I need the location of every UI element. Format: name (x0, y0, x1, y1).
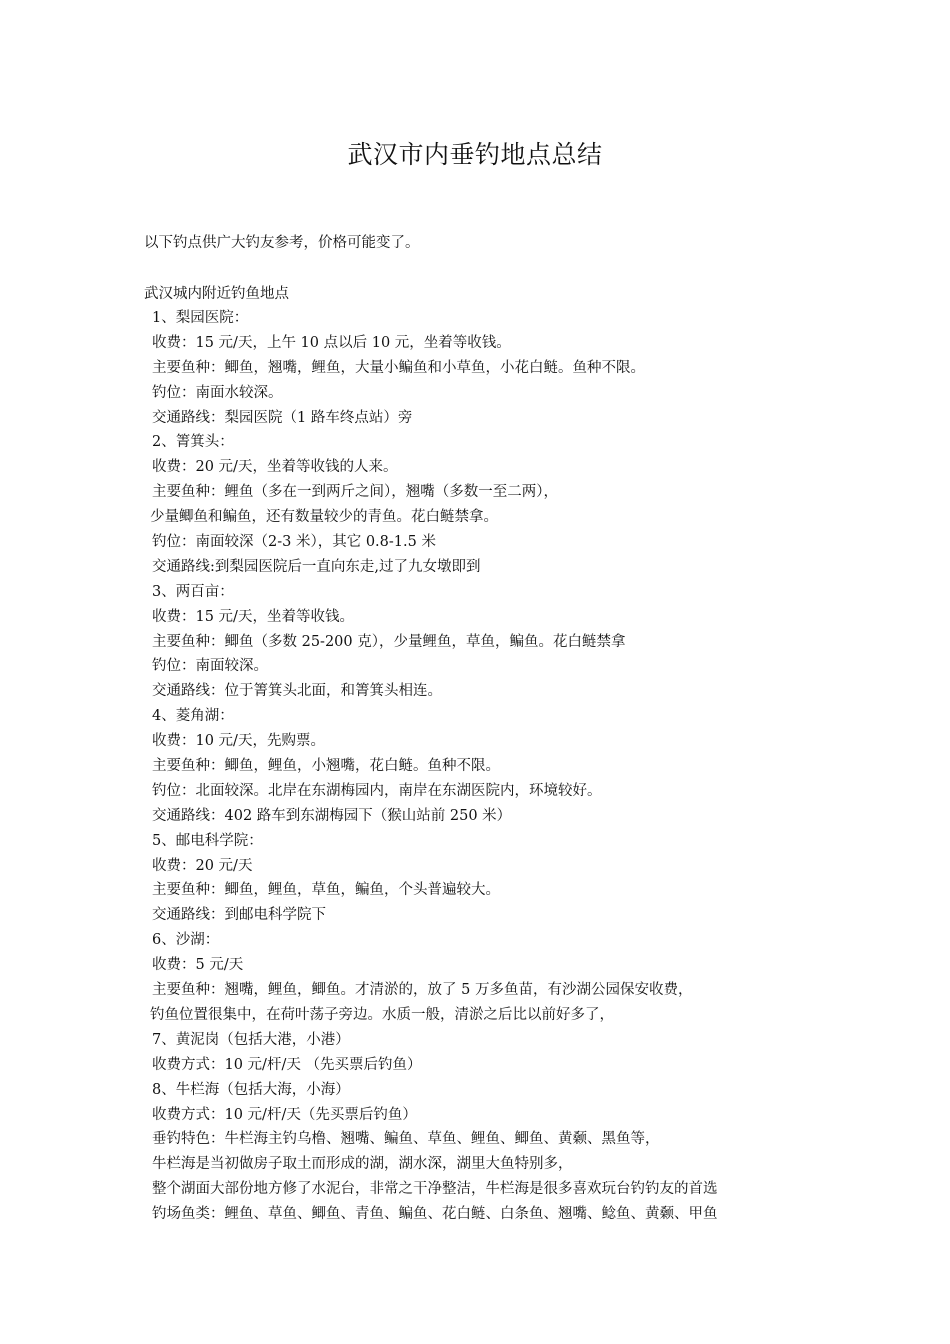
text-line: 7、黄泥岗（包括大港，小港） (152, 1031, 350, 1048)
intro-paragraph: 以下钓点供广大钓友参考，价格可能变了。 (144, 235, 420, 251)
text-line: 4、菱角湖： (152, 708, 234, 725)
text-line: 收费：15 元/天，坐着等收钱。 (152, 608, 354, 625)
text-line: 收费：20 元/天，坐着等收钱的人来。 (152, 459, 398, 476)
text-line: 钓位：南面较深。 (152, 658, 268, 675)
text-line: 钓位：南面水较深。 (152, 384, 283, 401)
text-line: 牛栏海是当初做房子取土而形成的湖，湖水深，湖里大鱼特别多， (152, 1156, 573, 1173)
text-line: 收费：15 元/天，上午 10 点以后 10 元，坐着等收钱。 (152, 334, 511, 351)
text-line: 垂钓特色：牛栏海主钓乌橹、翘嘴、鳊鱼、草鱼、鲤鱼、鲫鱼、黄颡、黑鱼等， (152, 1131, 660, 1148)
text-line: 钓位：北面较深。北岸在东湖梅园内，南岸在东湖医院内，环境较好。 (152, 782, 602, 799)
section-heading: 武汉城内附近钓鱼地点 (144, 286, 289, 302)
text-line: 5、邮电科学院： (152, 832, 263, 849)
text-line: 交通路线：位于箐箕头北面，和箐箕头相连。 (152, 683, 442, 700)
text-line: 钓场鱼类：鲤鱼、草鱼、鲫鱼、青鱼、鳊鱼、花白鲢、白条鱼、翘嘴、鲶鱼、黄颡、甲鱼 (152, 1206, 718, 1223)
text-line: 2、箐箕头： (152, 434, 234, 451)
text-line: 钓鱼位置很集中，在荷叶荡子旁边。水质一般，清淤之后比以前好多了， (150, 1006, 614, 1023)
text-line: 少量鲫鱼和鳊鱼，还有数量较少的青鱼。花白鲢禁拿。 (150, 509, 498, 526)
text-line: 钓位：南面较深（2-3 米），其它 0.8-1.5 米 (152, 534, 436, 551)
text-line: 收费方式：10 元/杆/天 （先买票后钓鱼） (152, 1056, 422, 1073)
text-line: 收费方式：10 元/杆/天（先买票后钓鱼） (152, 1106, 417, 1123)
text-line: 收费：5 元/天 (152, 957, 244, 974)
text-line: 主要鱼种：鲫鱼，鲤鱼，草鱼，鳊鱼，个头普遍较大。 (152, 882, 500, 899)
text-line: 主要鱼种：鲫鱼，翘嘴，鲤鱼，大量小鳊鱼和小草鱼，小花白鲢。鱼种不限。 (152, 359, 645, 376)
text-line: 6、沙湖： (152, 932, 220, 949)
text-line: 收费：10 元/天，先购票。 (152, 733, 325, 750)
text-line: 主要鱼种：鲫鱼，鲤鱼，小翘嘴，花白鲢。鱼种不限。 (152, 758, 500, 775)
text-line: 交通路线：梨园医院（1 路车终点站）旁 (152, 409, 413, 426)
text-line: 交通路线：到邮电科学院下 (152, 907, 326, 924)
text-line: 主要鱼种：翘嘴，鲤鱼，鲫鱼。才清淤的，放了 5 万多鱼苗，有沙湖公园保安收费， (152, 982, 693, 999)
text-line: 3、两百亩： (152, 583, 234, 600)
text-line: 主要鱼种：鲫鱼（多数 25-200 克），少量鲤鱼，草鱼，鳊鱼。花白鲢禁拿 (152, 633, 626, 650)
text-line: 1、梨园医院： (152, 310, 249, 326)
text-line: 主要鱼种：鲤鱼（多在一到两斤之间），翘嘴（多数一至二两）， (152, 484, 558, 501)
text-line: 交通路线：402 路车到东湖梅园下（猴山站前 250 米） (152, 807, 512, 824)
body-text (152, 306, 852, 1227)
page-title: 武汉市内垂钓地点总结 (347, 140, 603, 169)
text-line: 8、牛栏海（包括大海，小海） (152, 1081, 350, 1098)
text-line: 整个湖面大部份地方修了水泥台，非常之干净整洁，牛栏海是很多喜欢玩台钓钓友的首选 (152, 1181, 718, 1198)
text-line: 收费：20 元/天 (152, 857, 253, 874)
text-line: 交通路线:到梨园医院后一直向东走,过了九女墩即到 (152, 558, 481, 575)
